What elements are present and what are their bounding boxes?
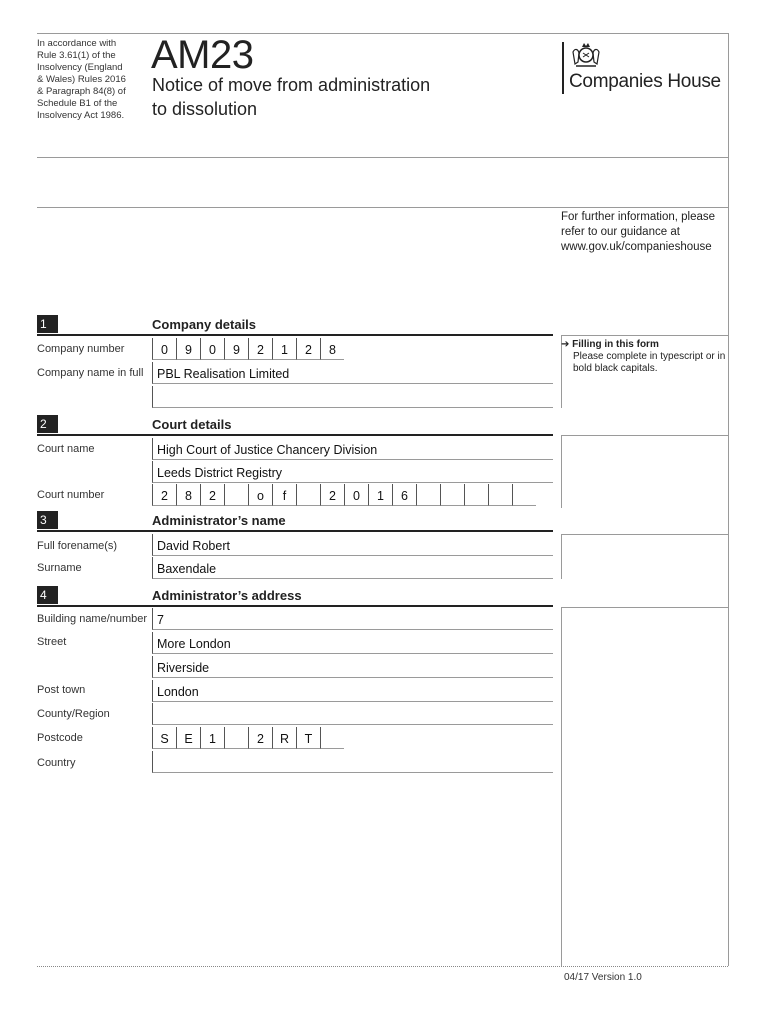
post-town-field[interactable]: London xyxy=(152,680,553,702)
legal-line: In accordance with xyxy=(37,38,117,49)
guidance-line1: For further information, please xyxy=(561,211,716,223)
company-name-label: Company name in full xyxy=(37,367,144,379)
guidance-note xyxy=(561,210,731,255)
country-label: Country xyxy=(37,757,76,769)
section-2-number: 2 xyxy=(37,415,58,433)
header-rule-2 xyxy=(37,207,728,208)
forename-field[interactable]: David Robert xyxy=(152,534,553,556)
section-4-number: 4 xyxy=(37,586,58,604)
char-box[interactable] xyxy=(296,484,320,506)
char-box[interactable]: 0 xyxy=(152,338,176,360)
section-2-title: Court details xyxy=(152,417,232,432)
char-box[interactable]: 8 xyxy=(176,484,200,506)
section-4-side-rule xyxy=(561,607,728,608)
postcode-field[interactable] xyxy=(152,727,344,749)
char-box[interactable]: o xyxy=(248,484,272,506)
char-box[interactable]: 1 xyxy=(272,338,296,360)
forename-label: Full forename(s) xyxy=(37,540,118,552)
section-2-rule xyxy=(37,434,553,436)
char-box[interactable]: 8 xyxy=(320,338,344,360)
char-box[interactable]: 0 xyxy=(344,484,368,506)
form-title-line1: Notice of move from administration xyxy=(152,75,431,95)
street-label: Street xyxy=(37,636,67,648)
legal-line: & Wales) Rules 2016 xyxy=(37,74,126,85)
page-bottom-rule xyxy=(37,966,728,967)
section-1-side-rule xyxy=(561,335,728,336)
char-box[interactable] xyxy=(224,727,248,749)
char-box[interactable]: 2 xyxy=(200,484,224,506)
arrow-right-icon: ➔ xyxy=(561,339,573,350)
surname-field[interactable]: Baxendale xyxy=(152,557,553,579)
post-town-label: Post town xyxy=(37,684,86,696)
char-box[interactable] xyxy=(488,484,512,506)
companies-house-logo-text: Companies House xyxy=(569,71,721,92)
legal-line: & Paragraph 84(8) of xyxy=(37,86,126,97)
filling-note-heading: Filling in this form xyxy=(572,339,659,350)
logo-divider xyxy=(562,42,564,94)
street-field[interactable]: More London xyxy=(152,632,553,654)
section-1-title: Company details xyxy=(152,317,257,332)
guidance-line2: refer to our guidance at xyxy=(561,226,680,238)
company-number-field[interactable] xyxy=(152,338,344,360)
section-4-title: Administrator’s address xyxy=(152,588,302,603)
section-3-rule xyxy=(37,530,553,532)
court-name-field-line2[interactable]: Leeds District Registry xyxy=(152,461,553,483)
section-1-number: 1 xyxy=(37,315,58,333)
company-number-label: Company number xyxy=(37,343,125,355)
form-code: AM23 xyxy=(151,33,254,77)
char-box[interactable]: 1 xyxy=(368,484,392,506)
court-name-label: Court name xyxy=(37,443,95,455)
char-box[interactable]: 2 xyxy=(152,484,176,506)
char-box[interactable]: R xyxy=(272,727,296,749)
company-name-field[interactable]: PBL Realisation Limited xyxy=(152,362,553,384)
legal-line: Schedule B1 of the xyxy=(37,98,118,109)
guidance-link[interactable]: www.gov.uk/companieshouse xyxy=(561,241,712,253)
postcode-label: Postcode xyxy=(37,732,83,744)
page-top-rule xyxy=(37,33,728,34)
section-1-rule xyxy=(37,334,553,336)
char-box[interactable]: f xyxy=(272,484,296,506)
royal-crest-icon xyxy=(570,40,602,70)
char-box[interactable]: S xyxy=(152,727,176,749)
country-field[interactable] xyxy=(152,751,553,773)
section-4-rule xyxy=(37,605,553,607)
char-box[interactable]: 9 xyxy=(224,338,248,360)
filling-note-line2: bold black capitals. xyxy=(573,363,658,374)
street-field-line2[interactable]: Riverside xyxy=(152,656,553,678)
court-number-label: Court number xyxy=(37,489,105,501)
legal-line: Insolvency Act 1986. xyxy=(37,110,125,121)
page-right-rule xyxy=(728,33,729,966)
surname-label: Surname xyxy=(37,562,82,574)
legal-reference xyxy=(37,38,137,122)
version-label: 04/17 Version 1.0 xyxy=(564,972,642,983)
court-number-field[interactable] xyxy=(152,484,536,506)
building-field[interactable]: 7 xyxy=(152,608,553,630)
char-box[interactable] xyxy=(416,484,440,506)
char-box[interactable]: E xyxy=(176,727,200,749)
char-box[interactable] xyxy=(320,727,344,749)
filling-note-line1: Please complete in typescript or in xyxy=(573,351,726,362)
header-rule-1 xyxy=(37,157,728,158)
char-box[interactable]: 2 xyxy=(248,338,272,360)
section-3-side-rule xyxy=(561,534,728,535)
county-label: County/Region xyxy=(37,708,110,720)
char-box[interactable] xyxy=(224,484,248,506)
char-box[interactable]: 1 xyxy=(200,727,224,749)
char-box[interactable] xyxy=(464,484,488,506)
form-title xyxy=(152,73,430,121)
legal-line: Insolvency (England xyxy=(37,62,123,73)
char-box[interactable]: 2 xyxy=(296,338,320,360)
section-4-side-vr xyxy=(561,607,562,966)
court-name-field[interactable]: High Court of Justice Chancery Division xyxy=(152,438,553,460)
char-box[interactable]: 0 xyxy=(200,338,224,360)
legal-line: Rule 3.61(1) of the xyxy=(37,50,116,61)
char-box[interactable]: T xyxy=(296,727,320,749)
form-title-line2: to dissolution xyxy=(152,99,258,119)
char-box[interactable] xyxy=(440,484,464,506)
section-2-side-rule xyxy=(561,435,728,436)
section-2-side-vr xyxy=(561,435,562,508)
char-box[interactable]: 9 xyxy=(176,338,200,360)
section-3-side-vr xyxy=(561,534,562,579)
filling-note xyxy=(561,339,731,375)
company-name-field-line2[interactable] xyxy=(152,386,553,408)
char-box[interactable]: 6 xyxy=(392,484,416,506)
char-box[interactable] xyxy=(512,484,536,506)
section-3-number: 3 xyxy=(37,511,58,529)
char-box[interactable]: 2 xyxy=(320,484,344,506)
char-box[interactable]: 2 xyxy=(248,727,272,749)
building-label: Building name/number xyxy=(37,613,148,625)
section-3-title: Administrator’s name xyxy=(152,513,286,528)
county-field[interactable] xyxy=(152,703,553,725)
